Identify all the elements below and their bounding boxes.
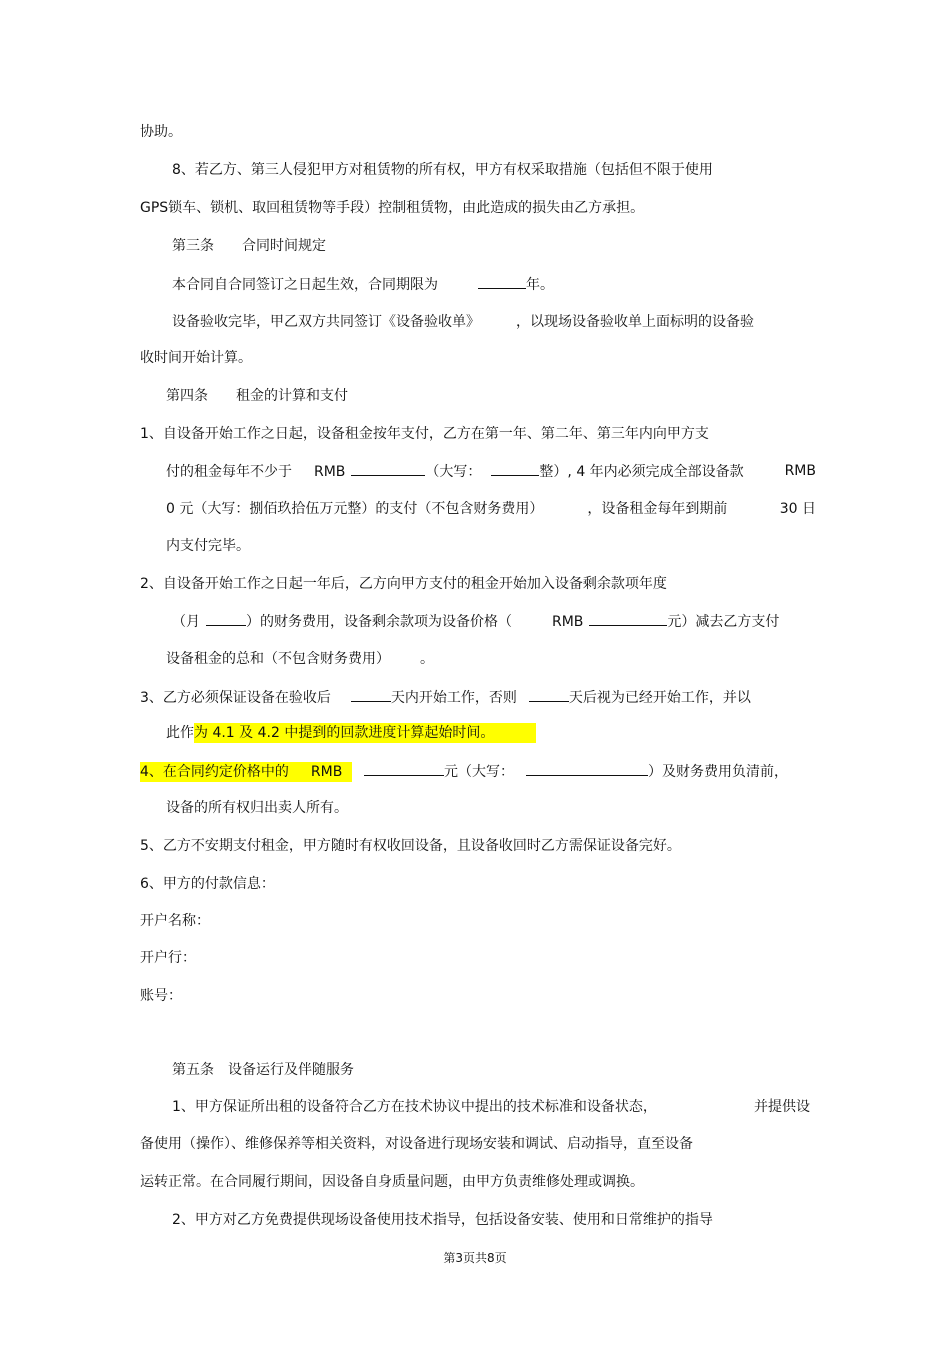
text-line: 5、乙方不安期支付租金，甲方随时有权收回设备，且设备收回时乙方需保证设备完好。 <box>140 838 681 854</box>
text-line: 6、甲方的付款信息： <box>140 876 275 892</box>
text-line: 1、甲方保证所出租的设备符合乙方在技术协议中提出的技术标准和设备状态， 并提供设 <box>172 1099 810 1115</box>
section-title: 第三条 合同时间规定 <box>172 238 326 254</box>
text-line: 付的租金每年不少于 RMB （大写： 整）, 4 年内必须完成全部设备款 RMB <box>166 463 816 480</box>
section-title: 第五条 设备运行及伴随服务 <box>172 1062 354 1078</box>
text-line: 3、乙方必须保证设备在验收后 天内开始工作，否则 天后视为已经开始工作，并以 <box>140 687 751 707</box>
text-line: 协助。 <box>140 124 182 140</box>
text-line: 2、自设备开始工作之日起一年后，乙方向甲方支付的租金开始加入设备剩余款项年度 <box>140 576 667 592</box>
text-line: 1、自设备开始工作之日起，设备租金按年支付，乙方在第一年、第二年、第三年内向甲方支 <box>140 426 709 442</box>
text-line: 收时间开始计算。 <box>140 350 252 366</box>
highlighted-text: 为 4.1 及 4.2 中提到的回款进度计算起始时间。 <box>194 723 536 743</box>
blank-field <box>351 687 391 702</box>
account-name-label: 开户名称： <box>140 913 210 929</box>
blank-field <box>351 461 425 476</box>
blank-field <box>491 461 539 476</box>
text-line: 备使用（操作）、维修保养等相关资料，对设备进行现场安装和调试、启动指导，直至设备 <box>140 1136 693 1152</box>
text-line: 0 元（大写：捌佰玖拾伍万元整）的支付（不包含财务费用） ，设备租金每年到期前 30 日 <box>166 501 816 517</box>
text-line: 4、在合同约定价格中的 RMB 元（大写： ）及财务费用负清前， <box>140 761 788 781</box>
account-bank-label: 开户行： <box>140 950 196 966</box>
blank-field <box>529 687 569 702</box>
text-line: （月 ）的财务费用，设备剩余款项为设备价格（ RMB 元）减去乙方支付 <box>172 611 779 631</box>
text-line: 设备的所有权归出卖人所有。 <box>166 800 348 816</box>
text-line: 本合同自合同签订之日起生效，合同期限为 年。 <box>172 274 554 294</box>
text-line: 8、若乙方、第三人侵犯甲方对租赁物的所有权，甲方有权采取措施（包括但不限于使用 <box>172 162 713 178</box>
highlighted-text: 4、在合同约定价格中的 RMB <box>140 762 352 782</box>
blank-field <box>589 611 667 626</box>
blank-field <box>478 274 526 289</box>
blank-field <box>526 761 648 776</box>
text-line: GPS锁车、锁机、取回租赁物等手段）控制租赁物，由此造成的损失由乙方承担。 <box>140 200 645 216</box>
page-footer: 第3页共8页 <box>443 1251 507 1265</box>
blank-field <box>206 611 246 626</box>
text-line: 内支付完毕。 <box>166 538 250 554</box>
blank-field <box>364 761 444 776</box>
section-title: 第四条 租金的计算和支付 <box>166 388 348 404</box>
text-line: 此作为 4.1 及 4.2 中提到的回款进度计算起始时间。 <box>166 723 536 743</box>
account-number-label: 账号： <box>140 988 182 1004</box>
text-line: 设备租金的总和（不包含财务费用） 。 <box>166 651 434 667</box>
text-line: 2、甲方对乙方免费提供现场设备使用技术指导，包括设备安装、使用和日常维护的指导 <box>172 1212 713 1228</box>
text-line: 运转正常。在合同履行期间，因设备自身质量问题，由甲方负责维修处理或调换。 <box>140 1174 644 1190</box>
text-line: 设备验收完毕，甲乙双方共同签订《设备验收单》 ，以现场设备验收单上面标明的设备验 <box>172 314 754 330</box>
